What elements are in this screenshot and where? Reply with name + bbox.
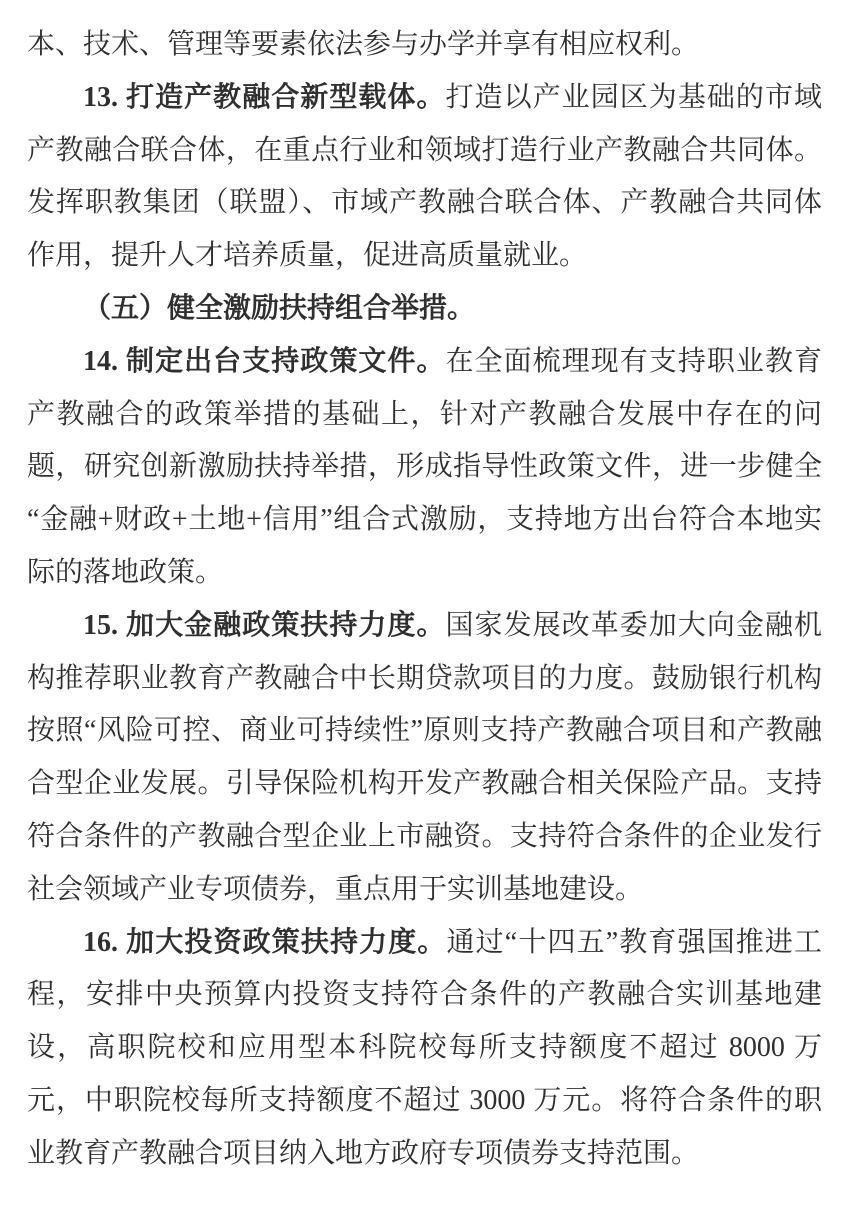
paragraph-text: 在全面梳理现有支持职业教育产教融合的政策举措的基础上，针对产教融合发展中存在的问题，研究创新激励扶持举措，形成指导性政策文件，进一步健全“金融+财政+土地+信用”组合式激励，支持地方出台符合本地实际的落地政策。: [27, 345, 822, 588]
document-body: [27, 19, 822, 1181]
paragraph-continuation: [27, 19, 822, 72]
paragraph-lead: 15. 加大金融政策扶持力度。: [83, 609, 446, 641]
paragraph-item-14: [27, 336, 822, 600]
paragraph-lead: 16. 加大投资政策扶持力度。: [83, 926, 447, 958]
paragraph-item-13: [27, 72, 822, 283]
section-heading-5: [27, 283, 822, 336]
paragraph-text: 本、技术、管理等要素依法参与办学并享有相应权利。: [27, 29, 700, 60]
paragraph-text: 国家发展改革委加大向金融机构推荐职业教育产教融合中长期贷款项目的力度。鼓励银行机构按照“风险可控、商业可持续性”原则支持产教融合项目和产教融合型企业发展。引导保险机构开发产教融合相关保险产品。支持符合条件的产教融合型企业上市融资。支持符合条件的企业发行社会领域产业专项债券，重点用于实训基地建设。: [27, 609, 822, 905]
paragraph-item-15: [27, 600, 822, 917]
paragraph-text: 打造以产业园区为基础的市域产教融合联合体，在重点行业和领域打造行业产教融合共同体。发挥职教集团（联盟）、市域产教融合联合体、产教融合共同体作用，提升人才培养质量，促进高质量就业。: [27, 81, 822, 272]
paragraph-text: 通过“十四五”教育强国推进工程，安排中央预算内投资支持符合条件的产教融合实训基地建设，高职院校和应用型本科院校每所支持额度不超过 8000 万元，中职院校每所支持额度不超过 3000 万元。将符合条件的职业教育产教融合项目纳入地方政府专项债券支持范围。: [27, 926, 822, 1169]
paragraph-lead: 13. 打造产教融合新型载体。: [83, 81, 446, 113]
paragraph-item-16: [27, 917, 822, 1181]
paragraph-lead: 14. 制定出台支持政策文件。: [83, 345, 446, 377]
section-heading-text: （五）健全激励扶持组合举措。: [83, 292, 476, 324]
